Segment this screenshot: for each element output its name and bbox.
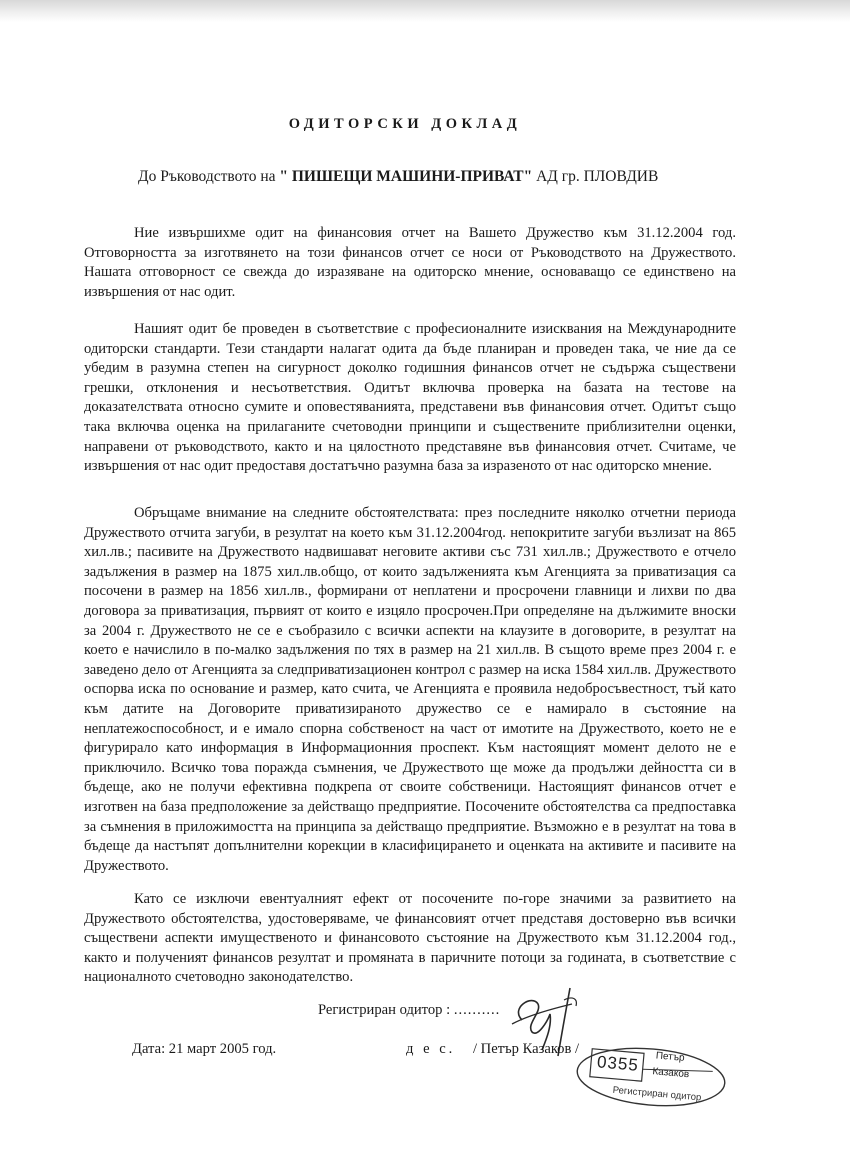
registered-auditor-label: Регистриран одитор :: [318, 1002, 451, 1018]
addressee-suffix: АД гр. ПЛОВДИВ: [536, 168, 659, 185]
signature-dots: ..........: [453, 1002, 501, 1018]
registered-auditor-line: [318, 1002, 500, 1019]
paragraph-emphasis: Обръщаме внимание на следните обстоятелствата: през последните няколко отчетни периода Дружеството отчита загуби, в резултат на което към 31.12.2004год. непокритите загуби възлизат на 865 хил.лв.; пасивите на Дружеството надвишават неговите активи със 731 хил.лв.; Дружеството е отчело задължения в размер на 1875 хил.лв.общо, от които задълженията към Агенцията за приватизация са посочени в размер на 1856 хил.лв., формирани от неплатени и просрочени главници и лихви по два договора за приватизация, първият от които е изцяло просрочен.При определяне на дължимите вноски за 2004 г. Дружеството не се е съобразило с всички аспекти на клаузите в договорите, в резултат на което е начислило в по-малко задължения по тях в размер на 21 хил.лв. В същото време през 2004 г. е заведено дело от Агенцията за следприватизационен контрол с размер на иска 1584 хил.лв. Дружеството оспорва иска по основание и размер, като счита, че Агенцията е проявила недобросъвестност, тъй като към датите на Договорите приватизираното дружество се е намирало в състояние на неплатежоспособност, и е имало спорна собственост на част от имотите на Дружеството, което не е фигурирало като информация в Информационния проспект. Към настоящият момент делото не е приключило. Всичко това поражда съмнения, че Дружеството ще може да продължи дейността си в бъдеще, ако не получи ефективна подкрепа от своите собственици. Настоящият финансов отчет е изготвен на база предположение за действащо предприятие. Посочените обстоятелства са предпоставка за съмнения в приложимостта на принципа за действащо предприятие. Възможно е в резултат на това в бъдеще да настъпят допълнителни корекции в класифицирането и оценката на активите и пасивите на Дружеството.: [84, 505, 736, 874]
paragraph-opinion: Като се изключи евентуалният ефект от посочените по-горе значими за развитието на Дружеството обстоятелства, удостоверяваме, че финансовият отчет представя достоверно във всички съществени аспекти имущественото и финансовото състояние на Дружеството към 31.12.2004 год., както и полученият финансов резултат и промяната в паричните потоци за годината, в съответствие с националното счетоводно законодателство.: [84, 891, 736, 986]
document-title: ОДИТОРСКИ ДОКЛАД: [288, 116, 522, 132]
paragraph-scope: Ние извършихме одит на финансовия отчет на Вашето Дружество към 31.12.2004 год. Отговорността за изготвянето на този финансов отчет се носи от Ръководството на Дружеството. Нашата отговорност се свежда до изразяване на одиторско мнение, основаващо се единствено на извършения от нас одит.: [84, 225, 736, 300]
company-name: " ПИШЕЩИ МАШИНИ-ПРИВАТ": [279, 168, 533, 185]
scan-edge-shadow: [0, 0, 850, 22]
stamp-caption: Регистриран одитор: [612, 1084, 702, 1104]
signer-title: д е с.: [406, 1041, 456, 1057]
signer-name: / Петър Казаков /: [472, 1041, 580, 1057]
report-date: Дата: 21 март 2005 год.: [132, 1041, 277, 1057]
stamp-name-first: Петър: [655, 1050, 686, 1064]
signer-line: [406, 1041, 579, 1058]
addressee-prefix: До Ръководството на: [138, 168, 276, 185]
stamp-name-last: Казаков: [651, 1066, 690, 1081]
addressee-line: [138, 168, 798, 186]
auditor-stamp: [572, 1039, 731, 1114]
paragraph-standards: Нашият одит бе проведен в съответствие с професионалните изисквания на Международните одиторски стандарти. Тези стандарти налагат одита да бъде планиран и проведен така, че ние да се убедим в разумна степен на сигурност доколко годишния финансов отчет не съдържа съществени грешки, отклонения и несъответствия. Одитът включва проверка на базата на тестове на доказателствата относно сумите и оповестяванията, представени във финансовия отчет. Одитът също така включва оценка на прилаганите счетоводни принципи и съществените приблизителни оценки, направени от ръководството, както и на цялостното представяне във финансовия отчет. Считаме, че извършения от нас одит предоставя достатъчно разумна база за изразеното от нас одиторско мнение.: [84, 321, 736, 475]
stamp-number: 0355: [596, 1052, 640, 1075]
